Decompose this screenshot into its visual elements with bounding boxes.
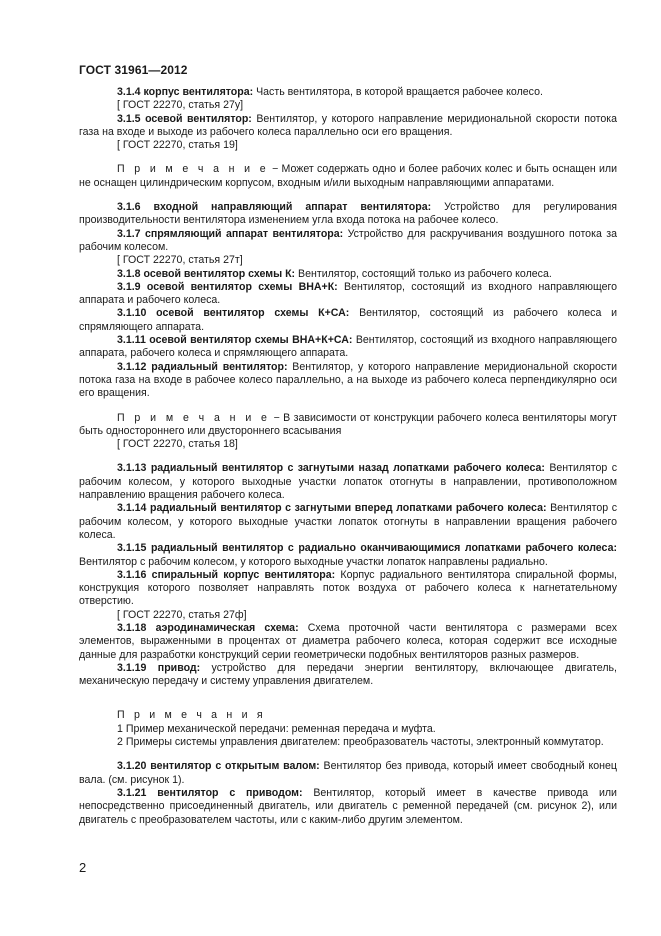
note-text: − Может содержать одно и более рабочих колес и быть оснащен или не оснащен цилиндрическим корпусом, входным и/или выходным направляющими аппаратами. bbox=[79, 163, 617, 189]
definition-paragraph bbox=[79, 281, 617, 308]
definition-term: 3.1.11 осевой вентилятор схемы ВНА+К+СА: bbox=[117, 334, 353, 347]
definition-term: 3.1.4 корпус вентилятора: bbox=[117, 86, 254, 98]
definition-paragraph bbox=[79, 542, 617, 569]
definition-text: Вентилятор без привода, который имеет свободный конец вала. (см. рисунок 1). bbox=[79, 760, 617, 786]
definition-text: Вентилятор, у которого направление меридиональной скорости потока газа на входе в рабочее колесо параллельно, а на выходе из рабочего колеса перпендикулярно оси его вращения. bbox=[79, 360, 617, 400]
definition-paragraph bbox=[79, 662, 617, 689]
definition-term: 3.1.10 осевой вентилятор схемы К+СА: bbox=[117, 307, 350, 320]
definition-term: 3.1.14 радиальный вентилятор с загнутыми вперед лопатками рабочего колеса: bbox=[117, 502, 547, 515]
definition-text: Схема проточной части вентилятора с размерами всех элементов, выраженными в процентах от диаметра рабочего колеса, которая содержит все исходные данные для разработки конструкций серии геометрически подобных вентиляторов разных размеров. bbox=[79, 621, 617, 661]
reference-line: [ ГОСТ 22270, статья 19] bbox=[117, 139, 238, 152]
definition-text: Устройство для регулирования производительности вентилятора изменением угла входа потока на рабочее колесо. bbox=[79, 201, 618, 227]
definition-text: 2 Примеры системы управления двигателем: преобразователь частоты, электронный коммутатор. bbox=[117, 736, 604, 749]
definition-paragraph bbox=[79, 569, 617, 609]
definition-term: 3.1.18 аэродинамическая схема: bbox=[117, 621, 299, 634]
note-label: П р и м е ч а н и е bbox=[117, 163, 269, 176]
definition-text: Устройство для раскручивания воздушного потока за рабочим колесом. bbox=[79, 227, 617, 253]
definition-term: 3.1.12 радиальный вентилятор: bbox=[117, 360, 288, 373]
definition-term: 3.1.8 осевой вентилятор схемы К: bbox=[117, 267, 296, 280]
definition-text: Вентилятор с рабочим колесом, у которого выходные участки лопаток отогнуты в направлении, противоположном направлению вращения рабочего колеса. bbox=[79, 462, 617, 502]
definition-paragraph bbox=[79, 462, 617, 502]
definition-text: Вентилятор, который имеет в качестве привода или непосредственно присоединенный двигатель, или двигатель с ременной передачей (см. рисунок 2), или двигатель с преобразователем частоты, или с каким-либо другим элементом. bbox=[79, 786, 617, 826]
definition-term: 3.1.16 спиральный корпус вентилятора: bbox=[117, 568, 336, 581]
definition-term: 3.1.5 осевой вентилятор: bbox=[117, 112, 252, 125]
definition-paragraph bbox=[79, 228, 617, 255]
definition-paragraph bbox=[79, 86, 617, 99]
definition-paragraph bbox=[79, 622, 617, 662]
definition-paragraph bbox=[79, 502, 617, 542]
definition-text: Часть вентилятора, в которой вращается рабочее колесо. bbox=[253, 86, 543, 98]
reference-line: [ ГОСТ 22270, статья 18] bbox=[117, 438, 238, 451]
definition-paragraph bbox=[79, 201, 617, 228]
definition-paragraph bbox=[79, 787, 617, 827]
definition-text: устройство для передачи энергии вентилятору, включающее двигатель, механическую передачу и систему управления двигателем. bbox=[79, 661, 617, 688]
reference-line: [ ГОСТ 22270, статья 27ф] bbox=[117, 608, 247, 621]
definition-term: 3.1.15 радиальный вентилятор с радиально оканчивающимися лопатками рабочего колеса: bbox=[117, 542, 617, 555]
definition-text: Вентилятор, состоящий из рабочего колеса и спрямляющего аппарата. bbox=[79, 307, 617, 333]
definition-paragraph bbox=[79, 760, 617, 787]
definition-text: Вентилятор, состоящий из входного направляющего аппарата, рабочего колеса и спрямляющего аппарата. bbox=[79, 334, 618, 360]
reference-line: [ ГОСТ 22270, статья 27у] bbox=[117, 99, 244, 112]
definition-paragraph bbox=[79, 361, 617, 401]
definition-term: 3.1.9 осевой вентилятор схемы ВНА+К: bbox=[117, 280, 338, 293]
definition-text: Вентилятор с рабочим колесом, у которого выходные участки лопаток отогнуты в направлении вращения рабочего колеса. bbox=[79, 502, 617, 541]
definition-term: 3.1.13 радиальный вентилятор с загнутыми назад лопатками рабочего колеса: bbox=[117, 462, 545, 475]
definition-term: 3.1.19 привод: bbox=[117, 661, 201, 674]
note-label: П р и м е ч а н и я bbox=[117, 709, 266, 722]
definition-paragraph bbox=[79, 723, 617, 736]
definition-paragraph bbox=[79, 268, 617, 281]
definition-term: 3.1.20 вентилятор с открытым валом: bbox=[117, 760, 320, 773]
definition-text: Вентилятор, состоящий из входного направляющего аппарата и рабочего колеса. bbox=[79, 280, 617, 307]
document-header: ГОСТ 31961—2012 bbox=[79, 63, 188, 77]
definition-paragraph bbox=[79, 113, 617, 140]
definition-paragraph bbox=[79, 736, 617, 749]
definition-term: 3.1.21 вентилятор с приводом: bbox=[117, 786, 303, 799]
definition-text: Корпус радиального вентилятора спиральной формы, конструкция которого позволяет направлять поток воздуха от рабочего колеса к нагнетательному отверстию. bbox=[79, 568, 618, 608]
definition-paragraph bbox=[79, 307, 617, 334]
definition-text: Вентилятор, состоящий только из рабочего колеса. bbox=[295, 267, 552, 280]
definition-term: 3.1.7 спрямляющий аппарат вентилятора: bbox=[117, 227, 344, 240]
definition-paragraph bbox=[79, 334, 617, 361]
note-heading bbox=[79, 709, 617, 722]
document-body bbox=[79, 86, 617, 827]
note-text: − В зависимости от конструкции рабочего колеса вентиляторы могут быть одностороннего или двустороннего всасывания bbox=[79, 411, 617, 437]
definition-text: Вентилятор, у которого направление меридиональной скорости потока газа на входе и выходе из рабочего колеса параллельно оси его вращения. bbox=[79, 112, 617, 138]
note-paragraph bbox=[79, 163, 617, 190]
reference-line: [ ГОСТ 22270, статья 27т] bbox=[117, 254, 243, 267]
definition-text: 1 Пример механической передачи: ременная передача и муфта. bbox=[117, 722, 436, 735]
note-paragraph bbox=[79, 412, 617, 439]
definition-term: 3.1.6 входной направляющий аппарат вентилятора: bbox=[117, 201, 432, 214]
definition-text: Вентилятор с рабочим колесом, у которого выходные участки лопаток направлены радиально. bbox=[79, 555, 548, 568]
note-label: П р и м е ч а н и е bbox=[117, 411, 271, 424]
page-number: 2 bbox=[79, 860, 87, 875]
